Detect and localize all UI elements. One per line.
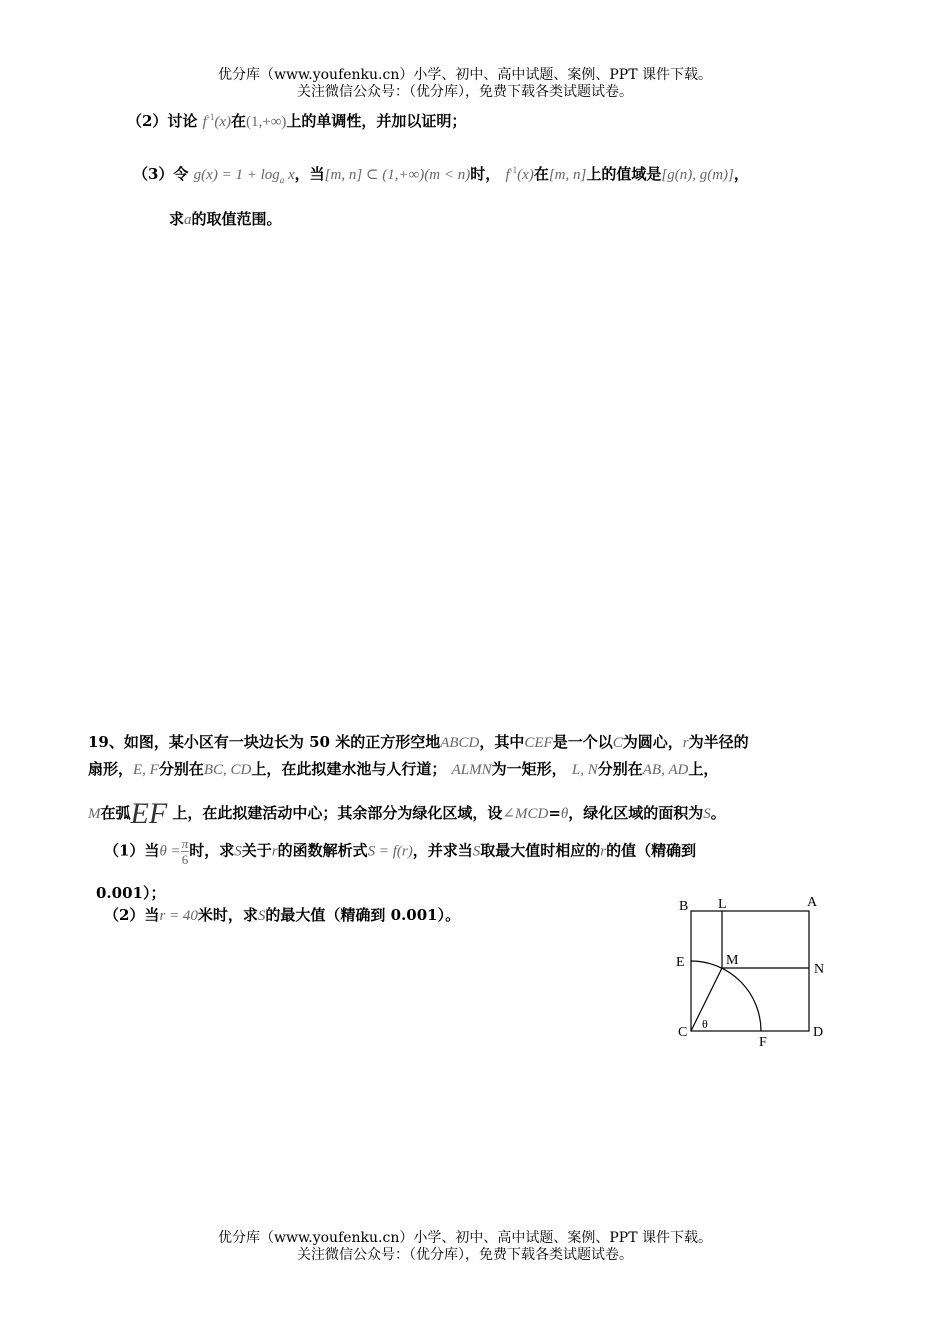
label-l: L (718, 897, 727, 912)
q18-part3-line2: 求a的取值范围。 (169, 210, 282, 228)
label-e: E (676, 955, 685, 970)
header-line-1: 优分库（www.youfenku.cn）小学、初中、高中试题、案例、PPT 课件下载。 (217, 67, 712, 83)
label-theta: θ (702, 1017, 708, 1031)
q19-line2: 扇形，E, F分别在BC, CD上，在此拟建水池与人行道； ALMN为一矩形， L, N分别在AB, AD上， (88, 760, 719, 778)
header-line-2: 关注微信公众号：（优分库），免费下载各类试题试卷。 (297, 84, 633, 100)
label-a: A (807, 895, 818, 910)
label-n: N (814, 962, 825, 977)
footer-line-1: 优分库（www.youfenku.cn）小学、初中、高中试题、案例、PPT 课件下载。 (217, 1230, 712, 1246)
q19-line3: M在弧EF 上，在此拟建活动中心；其余部分为绿化区域，设∠MCD=θ，绿化区域的面积为S。 (88, 797, 726, 830)
q19-part2: （2）当r = 40米时，求S的最大值（精确到 0.001）。 (104, 906, 461, 924)
label-c: C (678, 1025, 688, 1040)
footer-line-2: 关注微信公众号：（优分库），免费下载各类试题试卷。 (297, 1247, 633, 1263)
q19-part1: （1）当θ = $\frac{\pi}{6}$ 时，求S关于r的函数解析式S = f(r)，并求当S取最大值时相应的r的值（精确到 (104, 836, 697, 867)
arc-ef: EF (130, 797, 168, 830)
label-b: B (679, 899, 689, 914)
q19-line1: 19、如图，某小区有一块边长为 50 米的正方形空地ABCD，其中CEF是一个以C为圆心，r为半径的 (88, 733, 749, 751)
page-footer (0, 1230, 930, 1264)
q18-part3: （3）令 $g(x) = 1 + \log_a x$，当[m, n] ⊂ (1,+∞)(m < n)时， $f^{-1}(x)$在[m, n]上的值域是[g(n), g(m)]， (133, 165, 749, 185)
square-abcd (691, 911, 809, 1031)
fraction-pi-6: $\frac{\pi}{6}$ (181, 836, 189, 867)
page-header (0, 67, 930, 101)
q19-part1-line2: 0.001）； (96, 884, 166, 902)
q18-part2: （2）讨论 $f^{-1}(x)$在(1,+∞)上的单调性，并加以证明； (127, 112, 467, 130)
label-f: F (759, 1035, 767, 1050)
label-m: M (726, 953, 739, 968)
geometry-figure (668, 892, 838, 1052)
label-d: D (813, 1025, 824, 1040)
